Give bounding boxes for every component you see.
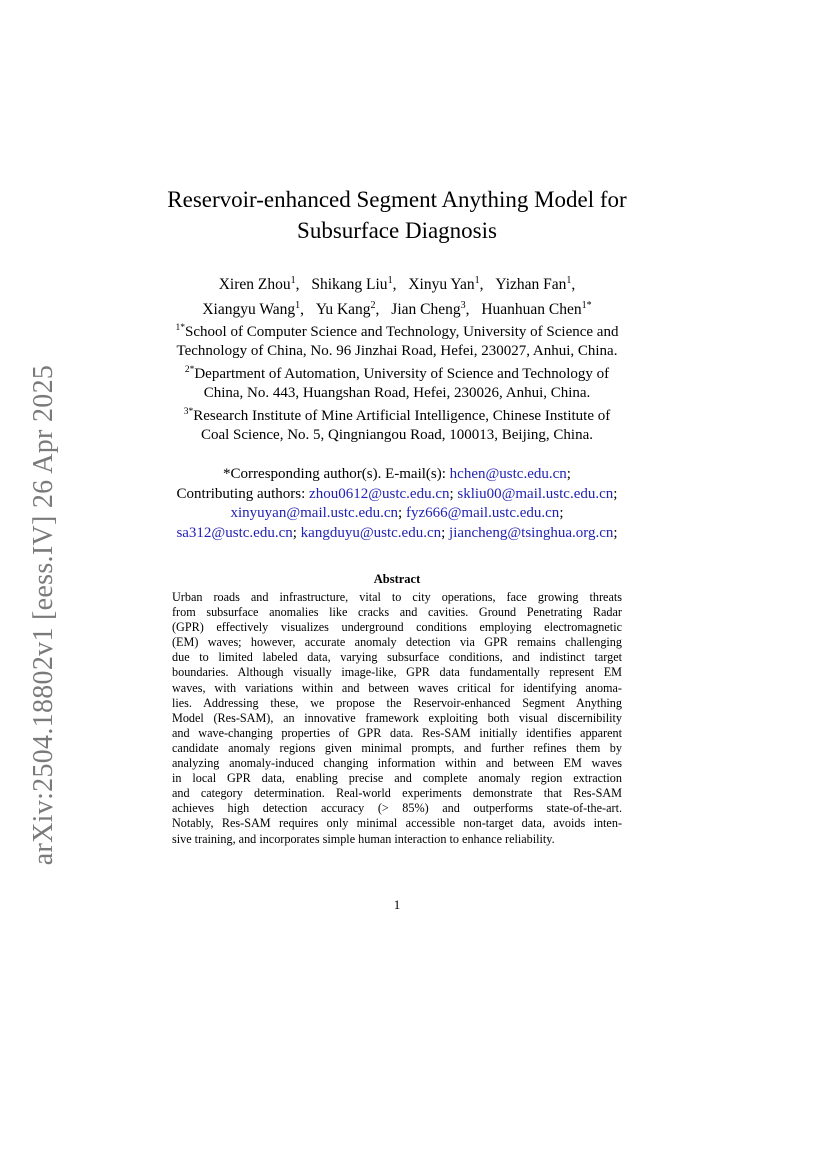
abstract-line: and wave-changing properties of GPR data. Res-SAM initially identifies apparent — [172, 725, 622, 740]
corresponding-author-line: *Corresponding author(s). E-mail(s): hchen@ustc.edu.cn; — [223, 466, 571, 482]
email-link[interactable]: sa312@ustc.edu.cn — [176, 524, 293, 541]
email-link[interactable]: xinyuyan@mail.ustc.edu.cn — [230, 505, 399, 521]
abstract-line: Model (Res-SAM), an innovative framework exploiting both visual discernibility — [172, 710, 622, 725]
abstract-body — [172, 590, 622, 847]
author: Xinyu Yan$^1$, — [408, 275, 484, 294]
title-line: Subsurface Diagnosis — [297, 218, 497, 243]
abstract-line: waves, with variations within and between waves critical for identifying anoma- — [172, 680, 622, 695]
author-line — [120, 295, 674, 320]
abstract-line: in local GPR data, enabling precise and complete anomaly region extraction — [172, 771, 622, 786]
contact-block — [120, 465, 674, 543]
affiliation-line: $^{1*}$School of Computer Science and Technology, University of Science and — [175, 323, 619, 340]
email-link[interactable]: zhou0612@ustc.edu.cn — [309, 485, 450, 502]
abstract-line: Notably, Res-SAM requires only minimal accessible non-target data, avoids inten- — [172, 816, 622, 831]
author: Yu Kang$^2$, — [315, 300, 380, 319]
page-number: 1 — [393, 897, 401, 912]
affiliation-line: $^{2*}$Department of Automation, University of Science and Technology of — [184, 365, 610, 382]
author: Xiren Zhou$^1$, — [218, 275, 300, 294]
abstract-line: candidate anomaly regions given minimal prompts, and further refines them by — [172, 740, 622, 755]
paper-title — [120, 184, 674, 246]
author: Jian Cheng$^3$, — [391, 300, 470, 319]
affiliation-line: $^{3*}$Research Institute of Mine Artificial Intelligence, Chinese Institute of — [183, 407, 611, 424]
abstract-line: sive training, and incorporates simple human interaction to enhance reliability. — [172, 831, 555, 846]
abstract-line: due to limited labeled data, varying subsurface conditions, and indistinct target — [172, 650, 622, 665]
abstract-line: (GPR) effectively visualizes underground conditions employing electromagnetic — [172, 620, 622, 635]
abstract-line: achieves high detection accuracy (> 85%) and outperforms state-of-the-art. — [172, 801, 622, 816]
contributing-authors-line: xinyuyan@mail.ustc.edu.cn; fyz666@mail.ustc.edu.cn; — [230, 505, 564, 521]
author: Xiangyu Wang$^1$, — [202, 300, 304, 319]
abstract-line: boundaries. Although visually image-like, GPR data fundamentally represent EM — [172, 665, 622, 680]
email-link[interactable]: jiancheng@tsinghua.org.cn — [449, 524, 614, 541]
abstract-line: (EM) waves; however, accurate anomaly detection via GPR remains challenging — [172, 635, 622, 650]
affiliation-line: Coal Science, No. 5, Qingniangou Road, 100013, Beijing, China. — [200, 427, 594, 443]
abstract-line: and category determination. Real-world experiments demonstrate that Res-SAM — [172, 786, 622, 801]
affiliation-list — [120, 319, 674, 445]
author: Huanhuan Chen$^{1*}$ — [481, 300, 592, 319]
arxiv-identifier: arXiv:2504.18802v1 [eess.IV] 26 Apr 2025 — [28, 364, 59, 866]
abstract-line: Urban roads and infrastructure, vital to city operations, face growing threats — [172, 590, 622, 604]
abstract-line: lies. Addressing these, we propose the Reservoir-enhanced Segment Anything — [172, 695, 622, 710]
email-link[interactable]: skliu00@mail.ustc.edu.cn — [457, 485, 614, 502]
author: Yizhan Fan$^1$, — [495, 275, 576, 294]
email-link[interactable]: hchen@ustc.edu.cn — [449, 466, 567, 482]
email-link[interactable]: kangduyu@ustc.edu.cn — [300, 524, 442, 541]
abstract-heading: Abstract — [373, 572, 421, 586]
abstract-line: from subsurface anomalies like cracks and cavities. Ground Penetrating Radar — [172, 605, 622, 620]
author-list — [120, 270, 674, 320]
affiliation-line: China, No. 443, Huangshan Road, Hefei, 230026, Anhui, China. — [203, 385, 591, 401]
author-line — [120, 270, 674, 295]
contributing-authors-line: sa312@ustc.edu.cn; kangduyu@ustc.edu.cn; jiancheng@tsinghua.org.cn; — [176, 524, 618, 541]
contributing-authors-line: Contributing authors: zhou0612@ustc.edu.cn; skliu00@mail.ustc.edu.cn; — [176, 485, 618, 502]
author: Shikang Liu$^1$, — [311, 275, 397, 294]
affiliation-line: Technology of China, No. 96 Jinzhai Road, Hefei, 230027, Anhui, China. — [176, 343, 618, 359]
title-line: Reservoir-enhanced Segment Anything Model for — [167, 187, 627, 212]
email-link[interactable]: fyz666@mail.ustc.edu.cn — [405, 505, 560, 521]
abstract-line: analyzing anomaly-induced changing information within and between EM waves — [172, 756, 622, 771]
